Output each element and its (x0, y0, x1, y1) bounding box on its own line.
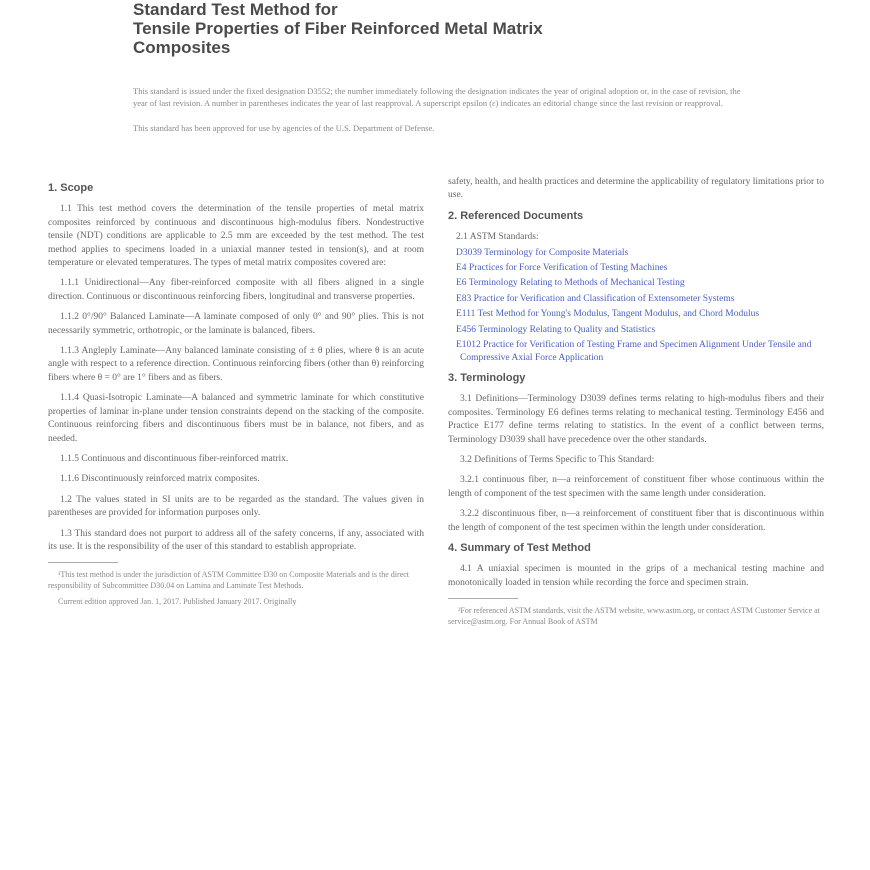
title-line-1: Standard Test Method for (133, 0, 338, 19)
terminology-heading: 3. Terminology (448, 371, 526, 384)
left-column (48, 176, 424, 612)
reference-list (448, 231, 824, 366)
scope-heading: 1. Scope (48, 182, 94, 194)
reference-link[interactable]: E1012 Practice for Verification of Testing Frame and Specimen Alignment Under Tensile and Compressive Axial Force Application (456, 340, 812, 364)
reference-link[interactable]: E111 Test Method for Young's Modulus, Tangent Modulus, and Chord Modulus (456, 309, 760, 320)
paragraph: 1.1.4 Quasi-Isotropic Laminate—A balanced and symmetric laminate for which constitutive properties of laminar in-plane under tension constraints depend on the stacking of the composite. Continuous reinforcing fibers and discontinuous fibers must be in balance, not fibers, and as needed. (48, 393, 424, 444)
title-line-2: Tensile Properties of Fiber Reinforced Metal Matrix (133, 19, 543, 38)
footnote: Current edition approved Jan. 1, 2017. Published January 2017. Originally (58, 597, 297, 607)
referenced-documents-heading: 2. Referenced Documents (448, 209, 584, 222)
paragraph: safety, health, and health practices and determine the applicability of regulatory limitations prior to use. (448, 177, 824, 201)
footnote-divider (48, 562, 118, 563)
footnote: ¹This test method is under the jurisdiction of ASTM Committee D30 on Composite Materials and is the direct responsibility of Subcommittee D30.04 on Lamina and Laminate Test Methods. (48, 570, 410, 591)
paragraph: 1.1.3 Angleply Laminate—Any balanced laminate consisting of ± θ plies, where θ is an acute angle with respect to a reference direction. Continuous reinforcing fibers (other than θ) reinforcing fibers where θ = 0° are 1° fibers and as fibers. (48, 346, 424, 383)
title-line-3: Composites (133, 38, 231, 57)
paragraph: 1.1 This test method covers the determination of the tensile properties of metal matrix composites reinforced by continuous and discontinuous high-modulus fibers. Nondestructive tensile (NDT) conditions are applicable to 2.5 mm are exceeded by the test method. The test method applies to specimens loaded in a uniaxial manner tested in tension(s), and at room temperature or elevated temperatures. The types of metal matrix composites covered are: (48, 204, 424, 269)
paragraph: 1.1.2 0°/90° Balanced Laminate—A laminate composed of only 0° and 90° plies. This is not necessarily symmetric, orthotropic, or the laminate is balanced, fibers. (48, 312, 424, 336)
approval-note: This standard has been approved for use by agencies of the U.S. Department of Defense. (133, 123, 435, 133)
paragraph: 1.1.5 Continuous and discontinuous fiber-reinforced matrix. (60, 453, 289, 464)
reference-link[interactable]: D3039 Terminology for Composite Materials (456, 247, 629, 258)
paragraph: 4.1 A uniaxial specimen is mounted in the grips of a mechanical testing machine and monotonically loaded in tension while recording the force and specimen strain. (448, 564, 824, 588)
paragraph: 3.2.1 continuous fiber, n—a reinforcement of constituent fiber whose continuous within the length of component of the test specimen with the same length under consideration. (448, 475, 824, 499)
reference-item: 2.1 ASTM Standards: (456, 232, 539, 243)
paragraph: 1.1.1 Unidirectional—Any fiber-reinforced composite with all fibers aligned in a single direction. Continuous or discontinuous reinforcing fibers, longitudinal and transverse properties. (48, 278, 424, 302)
right-column (448, 176, 824, 632)
paragraph: 1.1.6 Discontinuously reinforced matrix composites. (60, 474, 260, 485)
summary-heading: 4. Summary of Test Method (448, 541, 591, 554)
preamble (133, 85, 743, 147)
paragraph: 3.2 Definitions of Terms Specific to This Standard: (460, 454, 655, 465)
paragraph: 1.2 The values stated in SI units are to be regarded as the standard. The values given in parentheses are provided for information purposes only. (48, 494, 424, 519)
reference-link[interactable]: E456 Terminology Relating to Quality and Statistics (456, 324, 656, 335)
reference-link[interactable]: E6 Terminology Relating to Methods of Mechanical Testing (456, 278, 685, 289)
paragraph: 3.2.2 discontinuous fiber, n—a reinforcement of constituent fiber that is discontinuous within the length of component of the test specimen within the length under consideration. (448, 509, 824, 533)
footnote-divider (448, 598, 518, 599)
paragraph: 3.1 Definitions—Terminology D3039 defines terms relating to high-modulus fibers and their composites. Terminology E6 defines terms relating to mechanical testing. Terminology E456 and Practice E177 define terms relating to statistics. In the event of a conflict between terms, Terminology D3039 shall have precedence over the other standards. (448, 394, 824, 445)
footnote: ²For referenced ASTM standards, visit the ASTM website, www.astm.org, or contact ASTM Customer Service at service@astm.org. For Annual Book of ASTM (448, 606, 820, 627)
designation-note: This standard is issued under the fixed designation D3552; the number immediately following the designation indicates the year of original adoption or, in the case of revision, the year of last revision. A number in parentheses indicates the year of last reapproval. A superscript epsilon (ε) indicates an editorial change since the last revision or reapproval. (133, 86, 741, 108)
reference-link[interactable]: E83 Practice for Verification and Classification of Extensometer Systems (456, 293, 735, 304)
paragraph: 1.3 This standard does not purport to address all of the safety concerns, if any, associated with its use. It is the responsibility of the user of this standard to establish appropriate. (48, 528, 424, 552)
document-title (133, 0, 733, 57)
reference-link[interactable]: E4 Practices for Force Verification of Testing Machines (456, 263, 668, 274)
